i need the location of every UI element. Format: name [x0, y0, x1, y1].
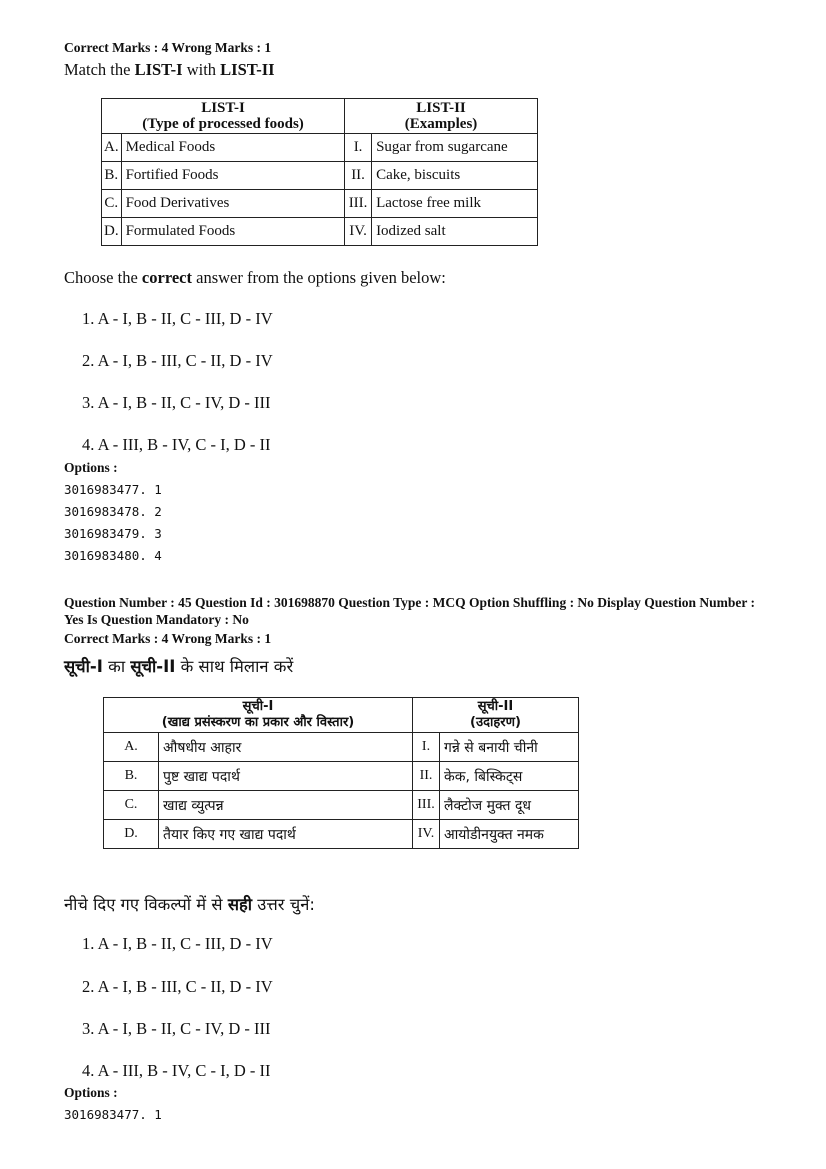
- q2-answer-1: 1. A - I, B - II, C - III, D - IV: [82, 934, 273, 953]
- q1-answer-2: 2. A - I, B - III, C - II, D - IV: [82, 351, 273, 370]
- q2-choose-post: उत्तर चुनें:: [252, 895, 315, 914]
- q2-stem-mid: का: [102, 657, 131, 676]
- q1-answer-3: 3. A - I, B - II, C - IV, D - III: [82, 393, 271, 412]
- q1-list2-subtitle: (Examples): [404, 116, 478, 132]
- row-list1-item: खाद्य व्युत्पन्न: [159, 791, 413, 820]
- row-letter: A.: [104, 733, 159, 762]
- q1-stem-mid: with: [182, 60, 221, 79]
- q2-stem-list2: सूची-II: [130, 657, 176, 676]
- row-list2-item: आयोडीनयुक्त नमक: [440, 820, 579, 849]
- q1-choose-instruction: [64, 268, 446, 288]
- q1-answer-1: 1. A - I, B - II, C - III, D - IV: [82, 309, 273, 328]
- q2-options-label: Options :: [64, 1085, 118, 1100]
- row-list2-item: लैक्टोज मुक्त दूध: [440, 791, 579, 820]
- table-header-row: [102, 99, 538, 134]
- q2-choose-instruction: [64, 892, 315, 915]
- q2-answer-2: 2. A - I, B - III, C - II, D - IV: [82, 977, 273, 996]
- row-letter: A.: [102, 134, 122, 162]
- q1-option-id-4: 3016983480. 4: [64, 548, 162, 563]
- q1-list1-header: [102, 99, 345, 134]
- row-numeral: II.: [345, 162, 372, 190]
- q2-list2-title: सूची-II: [477, 699, 514, 714]
- q1-choose-pre: Choose the: [64, 268, 142, 287]
- table-row: [104, 733, 579, 762]
- q2-answer-4: 4. A - III, B - IV, C - I, D - II: [82, 1061, 271, 1080]
- q2-header: Question Number : 45 Question Id : 301698870 Question Type : MCQ Option Shuffling : No Display Question Number : Yes Is Question Mandatory : No: [64, 595, 755, 627]
- row-numeral: I.: [413, 733, 440, 762]
- q2-marks: Correct Marks : 4 Wrong Marks : 1: [64, 631, 272, 646]
- row-list1-item: Medical Foods: [121, 134, 344, 162]
- row-list1-item: औषधीय आहार: [159, 733, 413, 762]
- q1-match-table: [101, 98, 538, 246]
- table-row: [102, 190, 538, 218]
- row-list2-item: Iodized salt: [372, 218, 538, 246]
- q1-stem-list1: LIST-I: [134, 60, 183, 79]
- table-row: [102, 218, 538, 246]
- table-row: [102, 134, 538, 162]
- row-letter: B.: [104, 762, 159, 791]
- q2-match-table: [103, 697, 579, 849]
- row-list1-item: पुष्ट खाद्य पदार्थ: [159, 762, 413, 791]
- row-letter: C.: [102, 190, 122, 218]
- q1-marks: Correct Marks : 4 Wrong Marks : 1: [64, 40, 272, 55]
- q1-choose-post: answer from the options given below:: [192, 268, 446, 287]
- row-numeral: I.: [345, 134, 372, 162]
- row-list2-item: Cake, biscuits: [372, 162, 538, 190]
- q2-choose-bold: सही: [227, 895, 253, 914]
- row-numeral: IV.: [345, 218, 372, 246]
- row-letter: D.: [102, 218, 122, 246]
- row-numeral: IV.: [413, 820, 440, 849]
- q1-stem-pre: Match the: [64, 60, 135, 79]
- q1-stem: [64, 60, 275, 80]
- q2-list1-subtitle: (खाद्य प्रसंस्करण का प्रकार और विस्तार): [161, 715, 355, 730]
- q1-option-id-2: 3016983478. 2: [64, 504, 162, 519]
- q2-list2-header: [413, 698, 579, 733]
- q1-option-id-3: 3016983479. 3: [64, 526, 162, 541]
- q2-list2-subtitle: (उदाहरण): [470, 715, 521, 730]
- table-row: [104, 791, 579, 820]
- q2-answer-3: 3. A - I, B - II, C - IV, D - III: [82, 1019, 271, 1038]
- q1-choose-bold: correct: [141, 268, 192, 287]
- row-numeral: II.: [413, 762, 440, 791]
- row-letter: C.: [104, 791, 159, 820]
- table-row: [104, 762, 579, 791]
- q2-stem: [64, 654, 293, 677]
- q2-stem-list1: सूची-I: [64, 657, 103, 676]
- q2-stem-post: के साथ मिलान करें: [175, 657, 294, 676]
- q2-list1-header: [104, 698, 413, 733]
- row-numeral: III.: [345, 190, 372, 218]
- row-letter: B.: [102, 162, 122, 190]
- q2-list1-title: सूची-I: [242, 699, 274, 714]
- q2-choose-pre: नीचे दिए गए विकल्पों में से: [64, 895, 228, 914]
- row-list1-item: तैयार किए गए खाद्य पदार्थ: [159, 820, 413, 849]
- row-letter: D.: [104, 820, 159, 849]
- q1-list2-header: [345, 99, 538, 134]
- row-list2-item: Sugar from sugarcane: [372, 134, 538, 162]
- row-numeral: III.: [413, 791, 440, 820]
- q1-list1-title: LIST-I: [201, 100, 245, 116]
- row-list2-item: गन्ने से बनायी चीनी: [440, 733, 579, 762]
- q2-option-id-1: 3016983477. 1: [64, 1107, 162, 1122]
- row-list2-item: केक, बिस्किट्स: [440, 762, 579, 791]
- q1-list2-title: LIST-II: [416, 100, 466, 116]
- row-list1-item: Formulated Foods: [121, 218, 344, 246]
- table-row: [102, 162, 538, 190]
- row-list1-item: Fortified Foods: [121, 162, 344, 190]
- q1-answer-4: 4. A - III, B - IV, C - I, D - II: [82, 435, 271, 454]
- table-row: [104, 820, 579, 849]
- row-list2-item: Lactose free milk: [372, 190, 538, 218]
- row-list1-item: Food Derivatives: [121, 190, 344, 218]
- q1-list1-subtitle: (Type of processed foods): [142, 116, 304, 132]
- q1-option-id-1: 3016983477. 1: [64, 482, 162, 497]
- q1-stem-list2: LIST-II: [220, 60, 275, 79]
- q1-options-label: Options :: [64, 460, 118, 475]
- table-header-row: [104, 698, 579, 733]
